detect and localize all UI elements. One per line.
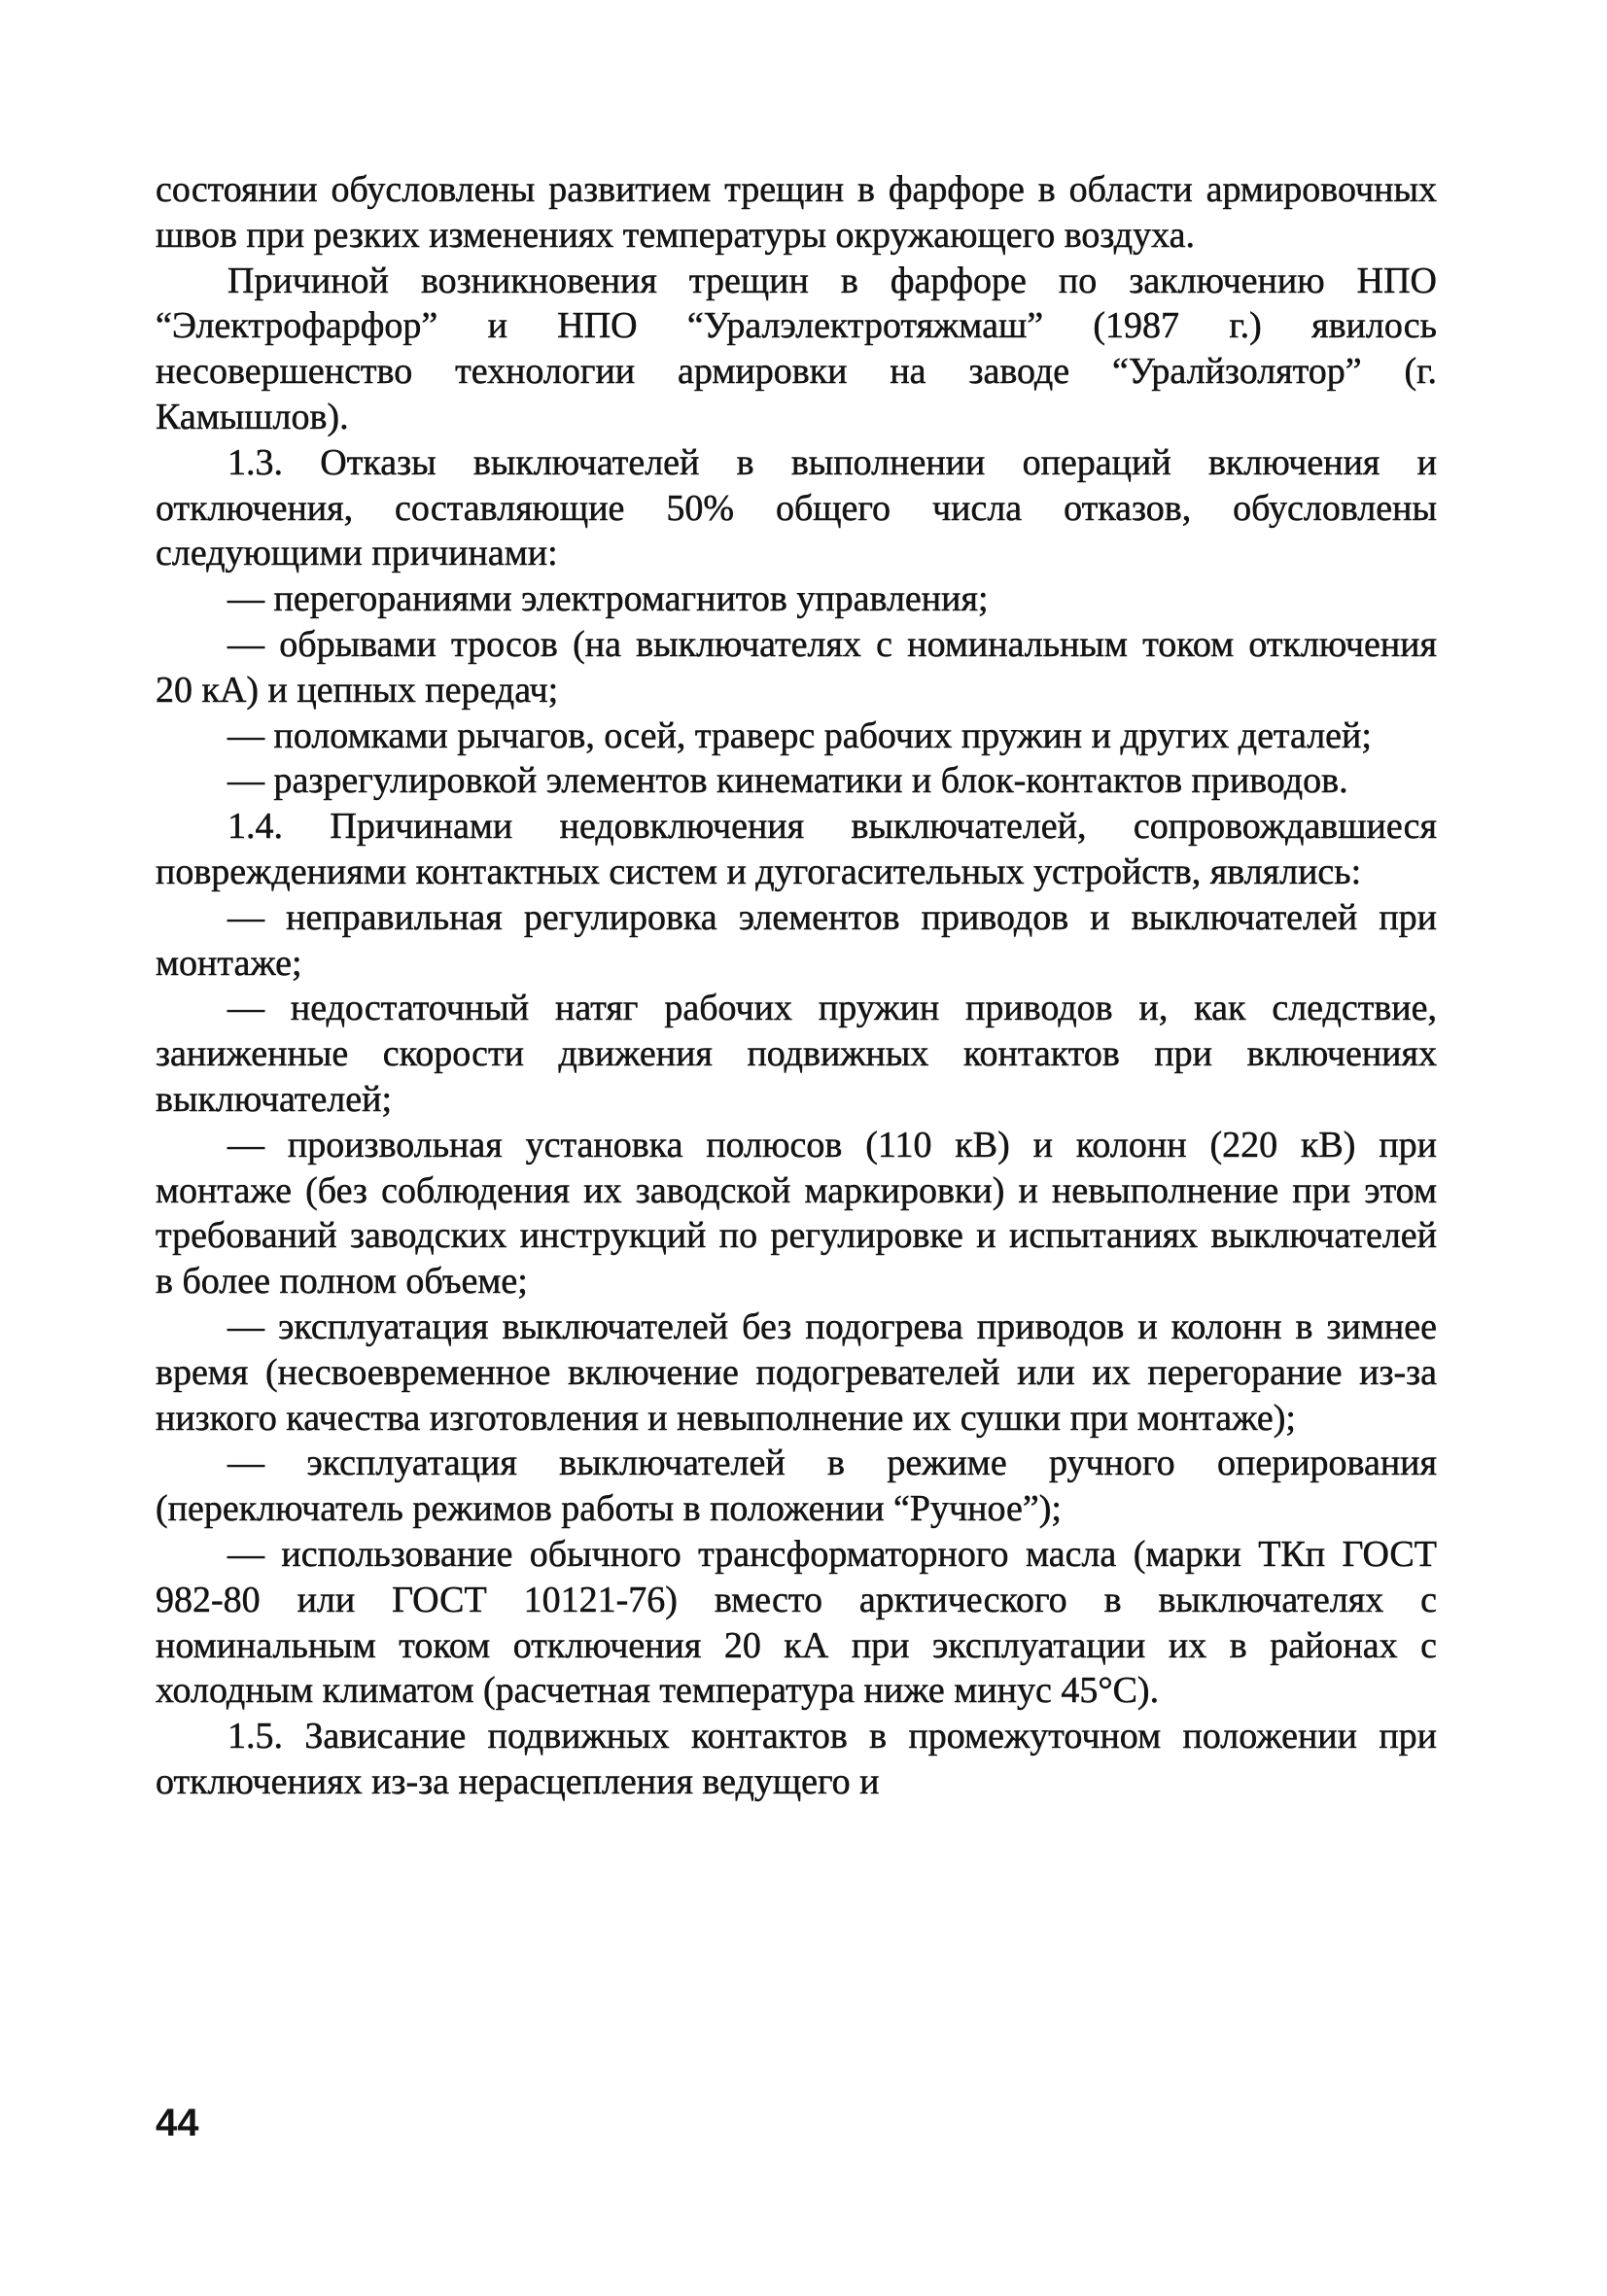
list-item: — произвольная установка полюсов (110 кВ) и колонн (220 кВ) при монтаже (без соблюдения их заводской маркировки) и невыполнение при этом требований заводских инструкций по регулировке и испытаниях выключателей в более полном объеме; [156,1124,1437,1303]
paragraph: состоянии обусловлены развитием трещин в фарфоре в области армировочных швов при резких изменениях температуры окружающего воздуха. [156,169,1437,256]
paragraph: Причиной возникновения трещин в фарфоре по заключению НПО “Электрофарфор” и НПО “Уралэлектротяжмаш” (1987 г.) явилось несовершенство технологии армировки на заводе “Уралйзолятор” (г. Камышлов). [156,260,1437,437]
list-item: — использование обычного трансформаторного масла (марки ТКп ГОСТ 982-80 или ГОСТ 10121-76) вместо арктического в выключателях с номинальным током отключения 20 кА при эксплуатации их в районах с холодным климатом (расчетная температура ниже минус 45°С). [156,1533,1437,1712]
list-item: — поломками рычагов, осей, траверс рабочих пружин и других деталей; [227,714,1372,756]
section-paragraph-1-4: 1.4. Причинами недовключения выключателей, сопровождавшиеся повреждениями контактных систем и дугогасительных устройств, являлись: [156,806,1437,892]
list-item: — обрывами тросов (на выключателях с номинальным током отключения 20 кА) и цепных передач; [156,623,1437,711]
section-paragraph-1-5: 1.5. Зависание подвижных контактов в промежуточном положении при отключениях из-за нерасцепления ведущего и [156,1716,1437,1802]
page-number: 44 [156,2102,199,2144]
body-text [156,167,1437,1805]
list-item: — эксплуатация выключателей без подогрева приводов и колонн в зимнее время (несвоевременное включение подогревателей или их перегорание из-за низкого качества изготовления и невыполнение их сушки при монтаже); [156,1305,1437,1439]
list-item: — эксплуатация выключателей в режиме ручного оперирования (переключатель режимов работы в положении “Ручное”); [156,1443,1437,1530]
section-paragraph-1-3: 1.3. Отказы выключателей в выполнении операций включения и отключения, составляющие 50% общего числа отказов, обусловлены следующими причинами: [156,441,1437,574]
list-item: — недостаточный натяг рабочих пружин приводов и, как следствие, заниженные скорости движения подвижных контактов при включениях выключателей; [156,988,1437,1120]
list-item: — разрегулировкой элементов кинематики и блок-контактов приводов. [227,760,1348,802]
list-item: — перегораниями электромагнитов управления; [227,578,989,620]
list-item: — неправильная регулировка элементов приводов и выключателей при монтаже; [156,896,1437,984]
